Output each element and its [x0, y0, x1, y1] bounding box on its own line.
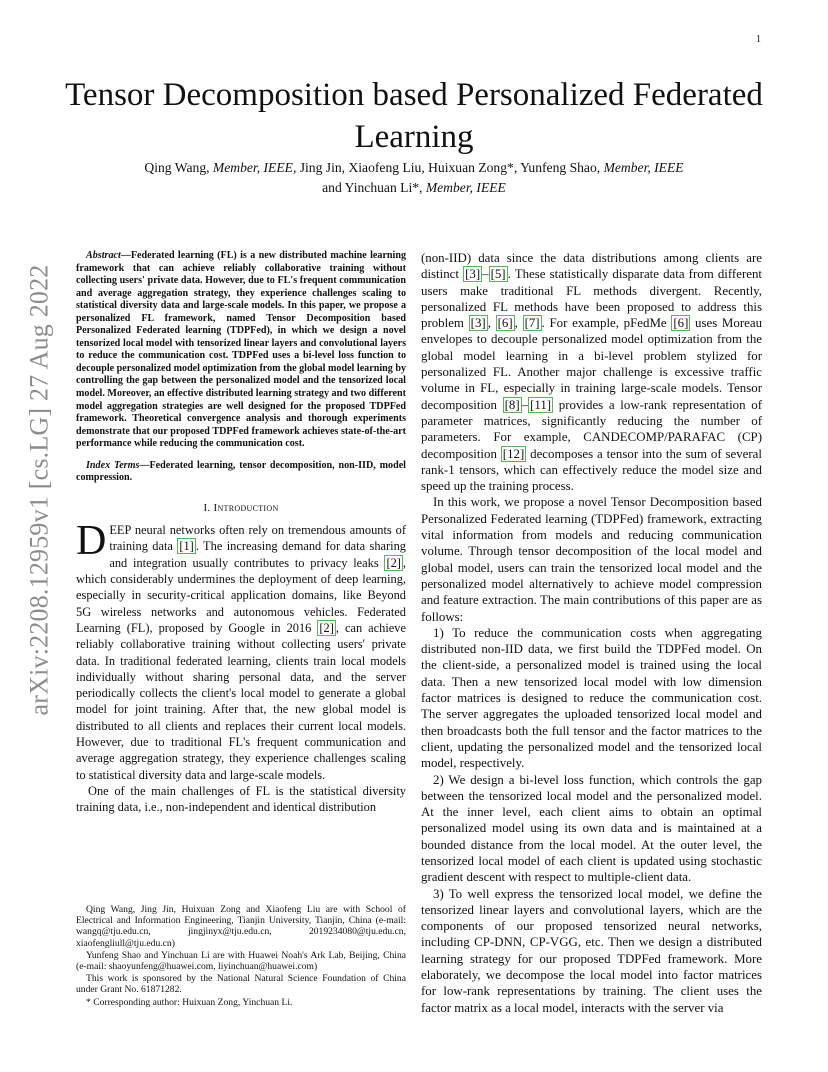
- index-terms: [76, 460, 406, 485]
- section-heading: [76, 500, 406, 516]
- abstract: [76, 250, 406, 451]
- right-column: [421, 250, 762, 1016]
- paragraph-text: . For example, pFedMe: [541, 316, 672, 331]
- citation-link[interactable]: [12]: [502, 446, 525, 461]
- left-column: [76, 250, 406, 815]
- right-paragraph-2: In this work, we propose a novel Tensor Decomposition based Personalized Federated learning (TDPFed) framework, extracting vital information from models and reducing communication volume. Through tensor decomposition of the local model and global model, users can train the tensorized local model and the personalized model alternatively to achieve model compression and feature extraction. The main contributions of this paper are as follows:: [421, 495, 762, 624]
- citation-link[interactable]: [2]: [319, 620, 334, 635]
- author-text: Jing Jin, Xiaofeng Liu, Huixuan Zong*, Yunfeng Shao,: [296, 160, 604, 175]
- citation-link[interactable]: [6]: [673, 316, 689, 331]
- footnote: Yunfeng Shao and Yinchuan Li are with Huawei Noah's Ark Lab, Beijing, China (e-mail: shaoyunfeng@huawei.com, liyinchuan@huawei.com): [76, 949, 406, 973]
- paragraph-text: ,: [487, 316, 496, 331]
- abstract-text: —Federated learning (FL) is a new distributed machine learning framework that can achieve reliably collaborative training without collecting users' private data. However, due to FL's frequent communication and average aggregation strategy, they experience challenges scaling to statistical diversity data and large-scale models. In this paper, we propose a personalized FL framework, named Tensor Decomposition based Personalized Federated learning (TDPFed), in which we design a novel tensorized local model with tensorized linear layers and convolutional layers to reduce the communication cost. TDPFed uses a bi-level loss function to decouple personalized model optimization from the global model learning by controlling the gap between the personalized model and the tensorized local model. Moreover, an effective distributed learning strategy and two different model aggregation strategies are well designed for the proposed TDPFed framework. Theoretical convergence analysis and thorough experiments demonstrate that our proposed TDPFed framework achieves state-of-the-art performance while reducing the communication cost.: [76, 250, 406, 450]
- abstract-lead: Abstract: [86, 250, 121, 261]
- contribution-3: 3) To well express the tensorized local model, we define the tensorized linear layers and convolutional layers, which are the components of our proposed tensorized neural networks, including CP-DNN, CP-VGG, etc. Then we design a distributed learning strategy for our proposed TDPFed framework. More elaborately, we decompose the local model into factor matrices for low-rank representations by training. The client uses the factor matrix as a local model, interacts with the server via: [421, 886, 762, 1015]
- citation-link[interactable]: [7]: [524, 316, 540, 331]
- citation-link[interactable]: [8]: [504, 397, 520, 412]
- section-number: I.: [203, 501, 214, 514]
- paragraph-text: provides a low-rank representation of parameter matrices, significantly reducing the number of parameters. For example, CANDECOMP/PARAFAC (CP) decomposition: [421, 397, 762, 461]
- paragraph-text: decomposes a tensor into the sum of several rank-1 tensors, which can effectively reduce the model size and speed up the training process.: [421, 446, 762, 494]
- citation-link[interactable]: [1]: [179, 539, 194, 554]
- paper-title: Tensor Decomposition based Personalized Federated Learning: [65, 77, 763, 155]
- index-terms-lead: Index Terms: [86, 459, 140, 471]
- citation-link[interactable]: [11]: [530, 397, 552, 412]
- author-text: Qing Wang,: [144, 160, 213, 175]
- paragraph-text: (non-IID) data since the data distributions among clients are distinct: [421, 251, 762, 282]
- author-affiliation: Member, IEEE: [425, 180, 506, 195]
- section-title: Introduction: [213, 501, 279, 514]
- right-paragraph-1: [421, 250, 762, 494]
- paragraph-text: . The increasing demand for data sharing and integration usually contributes to privacy leaks: [109, 539, 406, 570]
- intro-paragraph-1: [76, 518, 406, 783]
- contribution-2: 2) We design a bi-level loss function, which controls the gap between the tensorized local model and the personalized model. At the inner level, each client aims to obtain an optimal personalized model using its own data and is maintained at a bounded distance from the local model. At the outer level, the tensorized local model of each client is updated using stochastic gradient descent with respect to multiple-client data.: [421, 772, 762, 885]
- citation-link[interactable]: [3]: [465, 267, 481, 282]
- citation-link[interactable]: [2]: [386, 555, 401, 570]
- author-list: [70, 158, 758, 198]
- drop-cap: D: [76, 518, 107, 565]
- footnotes: [76, 904, 406, 1009]
- citation-link[interactable]: [6]: [497, 316, 513, 331]
- paragraph-text: ,: [514, 316, 523, 331]
- author-text: and Yinchuan Li*,: [322, 180, 426, 195]
- footnote: * Corresponding author: Huixuan Zong, Yinchuan Li.: [86, 996, 293, 1008]
- paragraph-text: –: [521, 397, 529, 412]
- paragraph-text: –: [482, 267, 489, 282]
- paragraph-text: , which considerably undermines the deployment of deep learning, especially in security-critical application domains, like Beyond 5G wireless networks and autonomous vehicles. Federated Learning (FL), proposed by Google in 2016: [76, 555, 406, 635]
- footnote: Qing Wang, Jing Jin, Huixuan Zong and Xiaofeng Liu are with School of Electrical and Information Engineering, Tianjin University, Tianjin, China (e-mail: wangq@tju.edu.cn, jingjinyx@tju.edu.cn, 2019234080@tju.edu.cn, xiaofengliull@tju.edu.cn): [76, 904, 406, 949]
- author-affiliation: Member, IEEE,: [212, 160, 297, 175]
- paragraph-text: EEP neural networks often rely on tremendous amounts of training data: [109, 523, 406, 554]
- author-affiliation: Member, IEEE: [603, 160, 684, 175]
- paragraph-text: , can achieve reliably collaborative training without collecting users' private data. In traditional federated learning, clients train local models individually without sharing personal data, and the server periodically collects the client's local model to generate a global model for joint training. After that, the new global model is distributed to all clients and replaces their current local models. However, due to traditional FL's frequent communication and average aggregation strategy, they experience challenges scaling to statistical diversity data and large-scale models.: [76, 620, 406, 782]
- index-terms-text: —Federated learning, tensor decomposition, non-IID, model compression.: [76, 459, 406, 484]
- citation-link[interactable]: [5]: [490, 267, 506, 282]
- page-number: 1: [756, 34, 761, 45]
- paragraph-text: . These statistically disparate data from different users make traditional FL methods divergent. Recently, personalized FL methods have been proposed to address this problem: [421, 267, 762, 331]
- arxiv-stamp-text: arXiv:2208.12959v1 [cs.LG] 27 Aug 2022: [24, 264, 53, 716]
- paragraph-text: uses Moreau envelopes to decouple personalized model optimization from the global model learning in a bi-level problem stylized for personalized FL. Another major challenge is excessive traffic volume in FL, especially in training large-scale models. Tensor decomposition: [421, 316, 763, 412]
- intro-paragraph-2: One of the main challenges of FL is the statistical diversity training data, i.e., non-independent and identical distribution: [76, 783, 406, 815]
- arxiv-stamp: [22, 264, 56, 716]
- contribution-1: 1) To reduce the communication costs when aggregating distributed non-IID data, we first build the TDPFed model. On the client-side, a personalized model is trained using the local data. Then a new tensorized local model with low dimension factor matrices is designed to reduce the communication cost. The server aggregates the uploaded tensorized local model and then broadcasts both the full tensor and the factor matrices to the client, updating the personalized model and the tensorized local model, respectively.: [421, 625, 762, 771]
- citation-link[interactable]: [3]: [470, 316, 486, 331]
- footnote: This work is sponsored by the National Natural Science Foundation of China under Grant No. 61871282.: [76, 973, 406, 996]
